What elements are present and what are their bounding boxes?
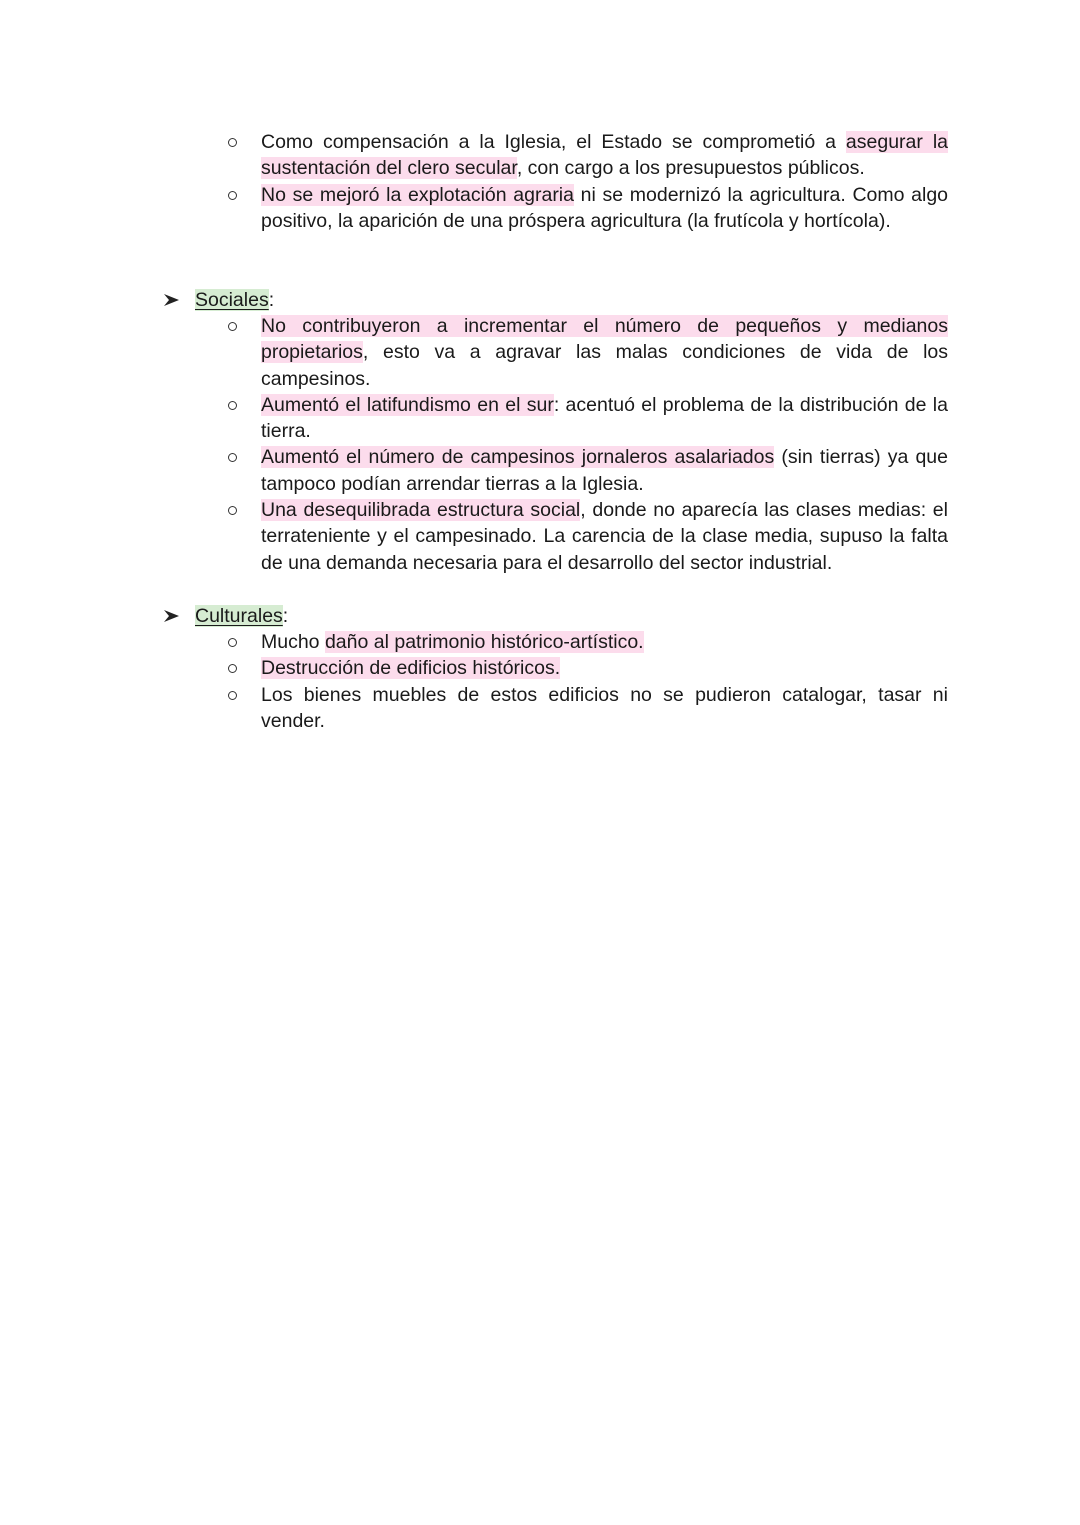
list-item [261,444,948,497]
arrowhead-bullet-icon [163,606,181,626]
list-item-text: No se mejoró la explotación agraria ni se modernizó la agricultura. Como algo positivo, la aparición de una próspera agricultura (la frutícola y hortícola). [261,183,949,232]
circle-bullet-icon [227,682,241,708]
circle-bullet-icon [227,497,241,523]
list-item-text: Aumentó el latifundismo en el sur: acentuó el problema de la distribución de la tierra. [261,393,948,443]
list-item-text: Los bienes muebles de estos edificios no se pudieron catalogar, tasar ni vender. [261,683,948,732]
intro-list [0,129,1080,234]
section-heading-label: Culturales [195,605,283,627]
section-culturales [0,603,1080,734]
list-item [261,129,948,182]
list-item-text: No contribuyeron a incrementar el número de pequeños y medianos propietarios, esto va a agravar las malas condiciones de vida de los campesinos. [261,315,948,390]
list-item [261,392,948,445]
circle-bullet-icon [227,313,241,339]
list-item-text: Destrucción de edificios históricos. [261,657,561,680]
section-heading-label: Sociales [195,289,269,311]
circle-bullet-icon [227,182,241,208]
circle-bullet-icon [227,392,241,418]
section-heading-colon: : [282,605,289,627]
list-item-text: Como compensación a la Iglesia, el Estado se comprometió a asegurar la sustentación del clero secular, con cargo a los presupuestos públicos. [261,131,948,180]
circle-bullet-icon [227,629,241,655]
section-heading [195,603,1080,629]
list-item [261,655,948,681]
list-item [261,682,948,735]
list-item-text: Mucho daño al patrimonio histórico-artístico. [261,631,644,653]
arrowhead-bullet-icon [163,290,181,310]
section-heading [195,287,1080,313]
circle-bullet-icon [227,444,241,470]
circle-bullet-icon [227,655,241,681]
list-item [261,629,948,655]
circle-bullet-icon [227,129,241,155]
list-item [261,497,948,576]
section-sociales [0,287,1080,576]
list-item [261,182,948,235]
list-item-text: Una desequilibrada estructura social, donde no aparecía las clases medias: el terrateniente y el campesinado. La carencia de la clase media, supuso la falta de una demanda necesaria para el desarrollo del sector industrial. [261,499,948,574]
section-heading-colon: : [268,289,275,311]
list-item [261,313,948,392]
list-item-text: Aumentó el número de campesinos jornaleros asalariados (sin tierras) ya que tampoco podían arrendar tierras a la Iglesia. [261,446,948,495]
